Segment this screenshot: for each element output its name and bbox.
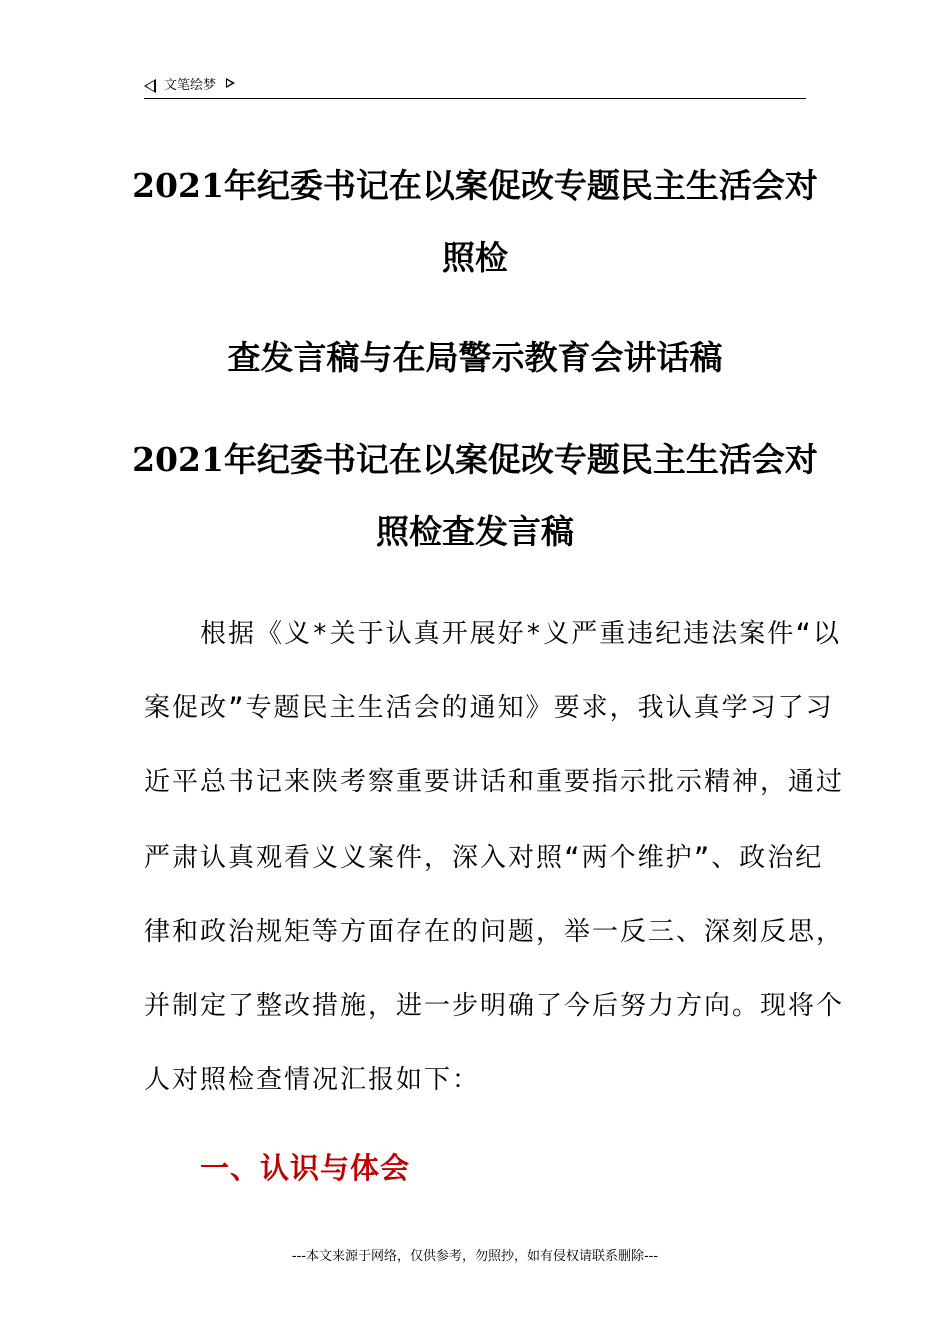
title-line-5: 照检查发言稿 <box>376 512 574 551</box>
left-triangle-icon <box>144 79 156 93</box>
paragraph-line: 律和政治规矩等方面存在的问题，举一反三、深刻反思， <box>144 917 845 947</box>
right-triangle-icon <box>226 78 235 88</box>
paragraph-line: 严肃认真观看义义案件，深入对照“两个维护”、政治纪 <box>144 843 824 873</box>
page-footer-disclaimer: ---本文来源于网络，仅供参考，勿照抄，如有侵权请联系删除--- <box>291 1249 659 1264</box>
paragraph-line: 近平总书记来陕考察重要讲话和重要指示批示精神，通过 <box>144 767 845 797</box>
title-line-3: 查发言稿与在局警示教育会讲话稿 <box>227 338 723 377</box>
page-header <box>144 74 806 99</box>
header-brand-text: 文笔绘梦 <box>164 78 217 93</box>
title-line-2: 照检 <box>442 238 508 277</box>
title-line-4: 2021年纪委书记在以案促改专题民主生活会对 <box>132 440 818 479</box>
paragraph-line: 根据《义*关于认真开展好*义严重违纪违法案件“以 <box>200 619 841 649</box>
title-line-1: 2021年纪委书记在以案促改专题民主生活会对 <box>132 166 818 205</box>
section-heading: 一、认识与体会 <box>200 1151 411 1185</box>
paragraph-line: 并制定了整改措施，进一步明确了今后努力方向。现将个 <box>144 991 845 1021</box>
paragraph-line: 人对照检查情况汇报如下： <box>144 1065 481 1095</box>
paragraph-line: 案促改”专题民主生活会的通知》要求，我认真学习了习 <box>144 693 834 723</box>
